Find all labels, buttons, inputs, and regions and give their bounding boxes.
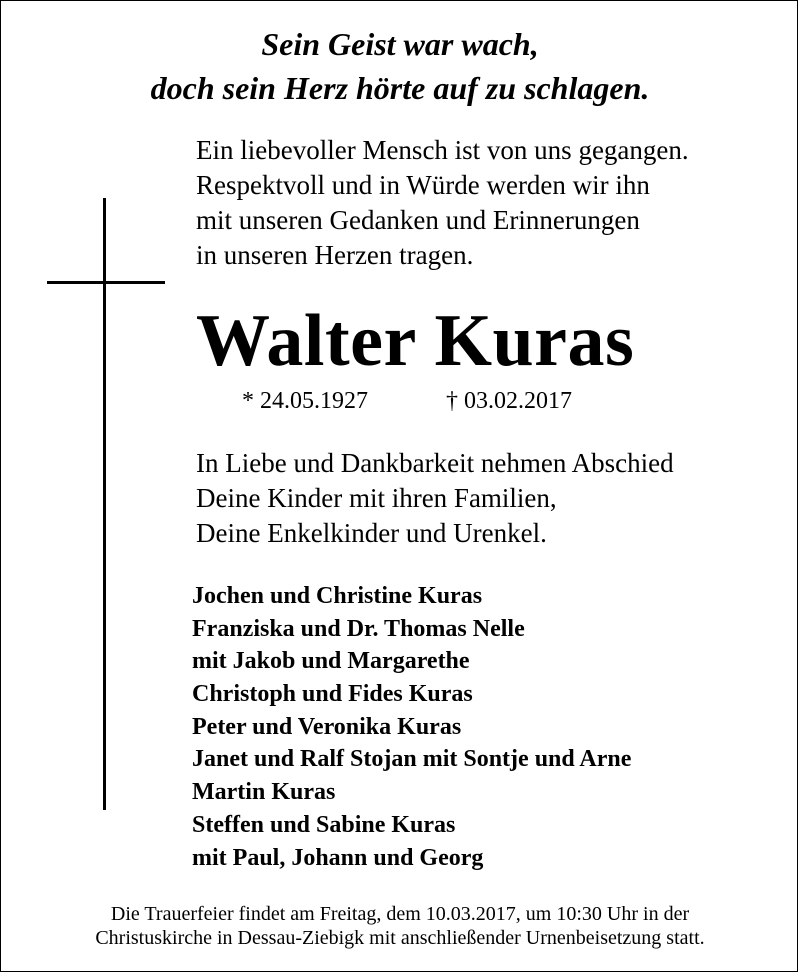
service-line: Christuskirche in Dessau-Ziebigk mit anschließender Urnenbeisetzung statt. [95, 927, 705, 949]
cross-horizontal-bar [47, 281, 165, 284]
intro-line: mit unseren Gedanken und Erinnerungen [196, 205, 640, 235]
death-date: † 03.02.2017 [446, 388, 572, 414]
service-notice [0, 902, 800, 950]
farewell-line: In Liebe und Dankbarkeit nehmen Abschied [196, 448, 674, 478]
farewell-line: Deine Kinder mit ihren Familien, [196, 483, 557, 513]
family-line: Janet und Ralf Stojan mit Sontje und Arne [192, 746, 632, 773]
family-list [192, 580, 631, 874]
cross-vertical-bar [103, 198, 106, 810]
family-line: Peter und Veronika Kuras [192, 713, 462, 740]
intro-text [196, 133, 689, 273]
service-line: Die Trauerfeier findet am Freitag, dem 10.03.2017, um 10:30 Uhr in der [110, 903, 690, 925]
family-line: Christoph und Fides Kuras [192, 681, 473, 708]
birth-date: * 24.05.1927 [242, 388, 368, 414]
deceased-name: Walter Kuras [196, 300, 635, 382]
farewell-text [196, 446, 674, 551]
intro-line: Respektvoll und in Würde werden wir ihn [196, 170, 650, 200]
family-line: mit Paul, Johann und Georg [192, 844, 484, 871]
motto-line-2: doch sein Herz hörte auf zu schlagen. [150, 70, 650, 106]
family-line: Jochen und Christine Kuras [192, 583, 483, 609]
family-line: Steffen und Sabine Kuras [192, 811, 456, 838]
intro-line: Ein liebevoller Mensch ist von uns gegangen. [196, 135, 689, 165]
family-line: Franziska und Dr. Thomas Nelle [192, 615, 525, 642]
family-line: Martin Kuras [192, 779, 336, 806]
family-line: mit Jakob und Margarethe [192, 648, 470, 675]
intro-line: in unseren Herzen tragen. [196, 240, 474, 270]
farewell-line: Deine Enkelkinder und Urenkel. [196, 518, 547, 548]
motto-line-1: Sein Geist war wach, [261, 26, 539, 62]
